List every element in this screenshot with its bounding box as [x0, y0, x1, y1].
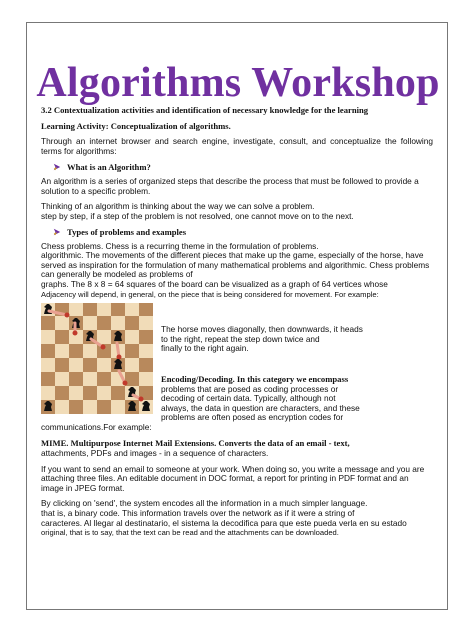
definition-paragraph: An algorithm is a series of organized steps that describe the process that must be followed to provide a solution to a specific problem.: [41, 176, 419, 196]
chess-line-2: algorithmic. The movements of the different pieces that make up the game, especially of the horse, have served as inspiration for the formulation of many mathematical problems and algorithmic. Chess problems can generally be modeled as problems of: [41, 250, 430, 280]
board-square: [55, 400, 69, 414]
move-arrow-head: [73, 331, 78, 336]
encoding-line-1: problems that are posed as coding processes or: [161, 383, 339, 394]
move-arrow-head: [117, 355, 122, 360]
learning-activity: Learning Activity: Conceptualization of algorithms.: [41, 121, 231, 131]
board-square: [111, 316, 125, 330]
board-square: [55, 386, 69, 400]
board-square: [111, 303, 125, 316]
board-square: [55, 330, 69, 344]
board-square: [69, 303, 83, 316]
chess-line-4: Adjacency will depend, in general, on the piece that is being considered for movement. For example:: [41, 289, 379, 299]
board-square: [41, 330, 55, 344]
board-square: [41, 316, 55, 330]
arrow-bullet-icon: [53, 228, 61, 236]
bullet-label: Types of problems and examples: [67, 226, 187, 237]
board-square: [55, 372, 69, 386]
encoding-line-4: problems are often posed as encryption codes for: [161, 412, 344, 423]
board-square: [83, 400, 97, 414]
mime-heading: MIME. Multipurpose Internet Mail Extensions. Converts the data of an email - text,: [41, 438, 350, 449]
board-square: [83, 358, 97, 372]
chess-line-3: graphs. The 8 x 8 = 64 squares of the board can be visualized as a graph of 64 vertices whose: [41, 278, 388, 289]
board-square: [69, 372, 83, 386]
encoding-line-5: communications.For example:: [41, 421, 152, 432]
thinking-line-1: Thinking of an algorithm is thinking about the way we can solve a problem.: [41, 201, 315, 212]
board-square: [125, 316, 139, 330]
document-body: [41, 105, 433, 538]
board-square: [97, 386, 111, 400]
board-square: [41, 358, 55, 372]
move-arrow-head: [123, 381, 128, 386]
board-square: [97, 316, 111, 330]
board-square: [139, 358, 153, 372]
board-square: [83, 344, 97, 358]
board-square: [83, 316, 97, 330]
board-square: [125, 358, 139, 372]
board-square: [139, 303, 153, 316]
board-square: [111, 400, 125, 414]
board-square: [83, 386, 97, 400]
horse-line-3: finally to the right again.: [161, 343, 249, 354]
chess-side-text: [161, 303, 433, 423]
board-square: [125, 344, 139, 358]
intro-paragraph: Through an internet browser and search engine, investigate, consult, and conceptualize the following terms for algorithms:: [41, 136, 433, 156]
chess-board-image: [41, 303, 153, 414]
board-square: [69, 344, 83, 358]
board-square: [41, 386, 55, 400]
thinking-line-2: step by step, if a step of the problem is not resolved, one cannot move on to the next.: [41, 210, 354, 221]
encoding-line-3: always, the data in question are characters, and these: [161, 402, 360, 413]
bullet-what-is-algorithm: [53, 162, 433, 172]
board-square: [97, 358, 111, 372]
board-square: [55, 358, 69, 372]
board-square: [97, 303, 111, 316]
board-square: [83, 372, 97, 386]
click-line-1: By clicking on 'send', the system encodes all the information in a much simpler language.: [41, 498, 368, 509]
board-square: [97, 372, 111, 386]
mime-line-2: attachments, PDFs and images - in a sequence of characters.: [41, 448, 269, 459]
click-line-2: that is, a binary code. This information travels over the network as if it were a string of: [41, 508, 355, 519]
board-square: [41, 372, 55, 386]
document-page: [26, 22, 448, 610]
board-square: [97, 400, 111, 414]
mime-paragraph: [41, 438, 433, 458]
board-square: [55, 344, 69, 358]
click-line-3: caracteres. Al llegar al destinatario, el sistema la decodifica para que este pueda verla en su estado: [41, 517, 407, 528]
board-square: [125, 303, 139, 316]
board-square: [139, 316, 153, 330]
bullet-label: What is an Algorithm?: [67, 162, 151, 173]
board-square: [55, 316, 69, 330]
board-square: [139, 344, 153, 358]
arrow-bullet-icon: [53, 163, 61, 171]
move-arrow-head: [101, 345, 106, 350]
encoding-line-2: decoding of certain data. Typically, although not: [161, 393, 336, 404]
board-square: [125, 330, 139, 344]
move-arrow-head: [65, 313, 70, 318]
click-line-4: original, that is to say, that the text can be read and the attachments can be downloaded.: [41, 528, 339, 538]
board-square: [69, 400, 83, 414]
chess-line-1: Chess problems. Chess is a recurring theme in the formulation of problems.: [41, 240, 319, 251]
horse-line-2: to the right, repeat the step down twice and: [161, 333, 320, 344]
board-square: [111, 386, 125, 400]
move-arrow-head: [139, 397, 144, 402]
board-square: [69, 386, 83, 400]
board-square: [69, 358, 83, 372]
chess-example: [41, 303, 433, 423]
board-square: [139, 330, 153, 344]
board-square: [41, 344, 55, 358]
click-paragraph: [41, 499, 433, 537]
send-paragraph: If you want to send an email to someone at your work. When doing so, you write a message and you are attaching three files. An editable document in DOC format, a report for printing in PDF format and an image in JPEG format.: [41, 463, 425, 493]
thinking-paragraph: [41, 202, 433, 221]
horse-description: [161, 325, 433, 354]
bullet-types-of-problems: [53, 227, 433, 237]
page-title: Algorithms Workshop: [36, 60, 440, 106]
board-square: [139, 372, 153, 386]
board-square: [83, 303, 97, 316]
encoding-heading: Encoding/Decoding. In this category we encompass: [161, 373, 349, 384]
section-heading: 3.2 Contextualization activities and identification of necessary knowledge for the learning: [41, 105, 369, 115]
horse-line-1: The horse moves diagonally, then downwards, it heads: [161, 324, 363, 335]
encoding-paragraph: [161, 374, 433, 423]
board-square: [97, 330, 111, 344]
